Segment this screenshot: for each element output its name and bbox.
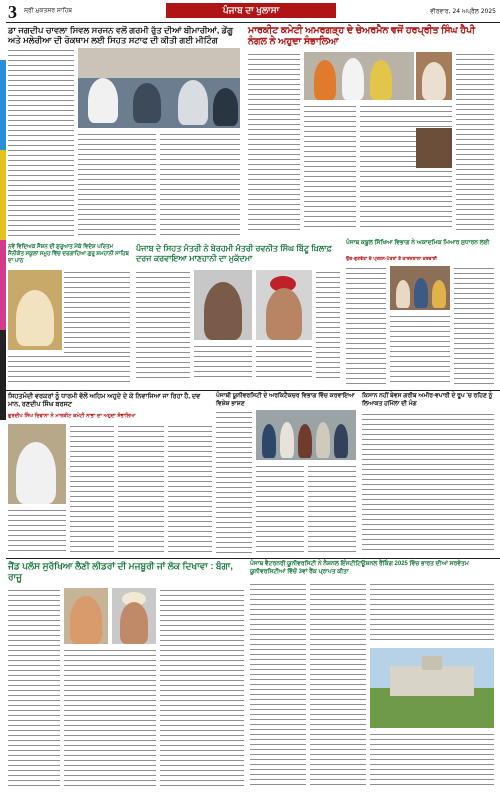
story-2-photo-1 xyxy=(304,52,414,100)
story-5-photo xyxy=(390,266,450,310)
story-10-text-col-2 xyxy=(310,582,366,788)
story-1-headline: ਡਾ ਜਗਦੀਪ ਚਾਵਲਾ ਸਿਵਲ ਸਰਜਨ ਵਲੋਂ ਗਰਮੀ ਰੁੱਤ ਦੀਆਂ ਬੀਮਾਰੀਆਂ, ਡੇਂਗੂ ਅਤੇ ਮਲੇਰੀਆ ਦੀ ਰੋਕਥਾਮ ਲਈ ਸਿਹਤ ਸਟਾਫ ਦੀ ਕੀਤੀ ਗਈ ਮੀਟਿੰਗ xyxy=(8,25,233,45)
story-6-text-col-1 xyxy=(70,424,114,552)
story-6-photo xyxy=(8,424,66,504)
header-date: ਵੀਰਵਾਰ, 24 ਅਪ੍ਰੈਲ 2025 xyxy=(430,8,496,15)
story-2-headline: ਮਾਰਕੀਟ ਕਮੇਟੀ ਅਮਰਗੜ੍ਹ ਦੇ ਚੇਅਰਮੈਨ ਵਜੋਂ ਹਰਪ੍ਰੀਤ ਸਿੰਘ ਹੈਪੀ ਨੰਗਲ ਨੇ ਅਹੁਦਾ ਸੰਭਾਲਿਆ xyxy=(248,25,476,47)
story-1-text-col-2 xyxy=(78,132,156,238)
story-9-text-col-2 xyxy=(160,588,244,788)
story-7-text-col-3 xyxy=(308,464,356,554)
story-1-text-col-3 xyxy=(160,132,240,238)
color-strip-magenta xyxy=(0,240,6,330)
story-10-text-col-4 xyxy=(370,732,494,788)
story-10-photo xyxy=(370,648,494,728)
story-10-text-col-3 xyxy=(370,582,494,644)
story-10-text-col-1 xyxy=(250,582,306,788)
story-9-photo-1 xyxy=(64,588,108,644)
page-header xyxy=(6,2,500,24)
story-3-headline: ਨਵੇਂ ਵਿਦਿਅਕ ਸੈਸ਼ਨ ਦੀ ਸ਼ੁਰੂਆਤ ਮੌਕੇ ਵਿਦੇਸ਼ ਪਰਿਤਮ ਸੈਨੀਕੇਤ ਸਕੂਲਾਂ ਸਮੂਹ ਵਿੱਚ ਦਰਗਾਹਿਆ ਗੁਰੂ ਸ਼ਮਹਾਨੀ ਸਾਹਿਬ ਦਾ ਪਾਠ xyxy=(8,244,129,264)
story-4-photo-1 xyxy=(194,270,252,340)
story-6-text-col-3 xyxy=(168,424,212,552)
story-6-headline: ਸਿਹਤਮੰਦੀ ਵਰਕਰਾਂ ਨੂੰ ਧਾਰਮੀ ਵੱਲੋਂ ਅਹਿਮ ਅਹੁਦੇ ਦੇ ਕੇ ਨਿਵਾਜਿਆ ਜਾ ਰਿਹਾ ਹੈ, ਦਵ ਮਾਨ, ਰਣਦੀਪ ਸਿੰਘ ਬਰਸਟ xyxy=(8,393,201,408)
story-9-text-col-3 xyxy=(64,648,156,788)
story-9-text-col-1 xyxy=(8,588,60,788)
story-6-text-col-4 xyxy=(8,508,66,552)
story-3-text-col-2 xyxy=(8,354,130,386)
section-title-banner xyxy=(166,3,336,18)
story-7-text-col-2 xyxy=(256,464,304,554)
story-5-subhead: ਉਚ-ਗੁਣਵੱਤਾ ਦੇ ਪ੍ਰਸ਼ਨ-ਪੱਤਰਾਂ ਤੇ ਕਾਰਜਸ਼ਾਲਾ ਕਰਵਾਈ xyxy=(346,257,437,262)
divider-2 xyxy=(6,558,500,559)
story-8-text-col-1 xyxy=(362,412,494,554)
story-5-text-col-3 xyxy=(454,266,494,386)
story-5-headline: ਪੰਜਾਬ ਕਬੂਲ ਸਿੱਖਿਆ ਵਿਭਾਗ ਨੇ ਅਕਾਦਮਿਕ ਮਿਆਰ ਸੁਧਾਰਨ ਲਈ xyxy=(346,240,490,246)
story-4-text-col-1 xyxy=(136,270,190,378)
section-title: ਪੰਜਾਬ ਦਾ ਖੁਲਾਸਾ xyxy=(222,5,280,15)
story-5-text-col-2 xyxy=(390,314,450,386)
header-left-label: ਸ੍ਰੀ ਮੁਕਤਸਰ ਸਾਹਿਬ xyxy=(24,7,73,14)
story-8-headline: ਕਿਸਾਨ ਨਹੀਂ ਬੇਵਸ ਗਰੀਬ ਅਮੀਰ-ਵਪਾਰੀ ਦੇ ਰੂਪ 'ਚ ਰਹਿਣ ਨੂੰ ਲਿਆਕਤ ਹਮਿੱਲਾ ਦੀ ਮੰਗ xyxy=(362,393,493,407)
divider-1 xyxy=(6,390,500,391)
story-4-text-col-3 xyxy=(256,344,312,378)
story-2-text-col-4 xyxy=(456,52,494,230)
header-rule xyxy=(6,22,500,23)
story-1-photo xyxy=(78,48,240,128)
story-7-text-col-1 xyxy=(216,410,252,554)
story-5-text-col-1 xyxy=(346,266,386,386)
story-2-photo-3 xyxy=(416,128,452,168)
story-7-headline: ਪੰਜਾਬੀ ਯੂਨੀਵਰਸਿਟੀ ਦੇ ਅਰਕਿਟੈਕਚਰ ਵਿਭਾਗ ਵਿੱਚ ਕਰਵਾਇਆ ਵਿਸ਼ੇਸ਼ ਭਾਸ਼ਣ xyxy=(216,393,355,407)
story-4-text-col-4 xyxy=(316,270,340,378)
story-2-text-col-1 xyxy=(248,52,300,230)
story-4-photo-2 xyxy=(256,270,312,340)
color-strip-cyan xyxy=(0,60,6,150)
story-4-text-col-2 xyxy=(194,344,252,378)
story-10-headline: ਪੰਜਾਬ ਵੈਟਰਨਰੀ ਯੂਨੀਵਰਸਿਟੀ ਨੇ ਨੈਸ਼ਨਲ ਇੰਸਟੀਟਿਊਸ਼ਨਲ ਰੈਂਕਿੰਗ 2025 ਵਿੱਚ ਭਾਰਤ ਦੀਆਂ ਸਰਵੋਤਮ ਯੂਨੀਵਰਸਿਟੀਆਂ ਵਿੱਚੋਂ 3ਵਾਂ ਰੈਂਕ ਪ੍ਰਾਪਤ ਕੀਤਾ xyxy=(250,561,469,575)
story-7-photo xyxy=(256,410,356,460)
story-9-photo-2 xyxy=(112,588,156,644)
color-strip-black xyxy=(0,330,6,420)
page-number: 3 xyxy=(8,2,17,22)
story-1-text-col-1 xyxy=(8,48,74,238)
story-3-photo xyxy=(8,270,62,350)
story-9-headline: ਜੈਂਡ ਪਲੱਸ ਸੁਰੱਖਿਆ ਲੈਣੀ ਲੀਡਰਾਂ ਦੀ ਮਜਬੂਰੀ ਜਾਂ ਲੋਕ ਦਿਖਾਵਾ : ਬੰਗਾ, ਰਾਜੂ xyxy=(8,561,233,582)
story-6-subhead: ਗੁਰਦੀਪ ਸਿੰਘ ਦਿਵਾਨਾ ਨੇ ਮਾਰਕੀਟ ਕਮੇਟੀ ਨਾਭਾ ਦਾ ਅਹੁਦਾ ਸੰਭਾਲਿਆ xyxy=(8,413,136,419)
story-6-text-col-2 xyxy=(118,424,164,552)
story-2-photo-2 xyxy=(416,52,452,100)
color-strip-yellow xyxy=(0,150,6,240)
story-4-headline: ਪੰਜਾਬ ਦੇ ਸਿਹਤ ਮੰਤਰੀ ਨੇ ਬੇਰਹਮੀ ਮੰਤਰੀ ਰਵਨੀਤ ਸਿੰਘ ਬਿੱਟੂ ਖ਼ਿਲਾਫ਼ ਦਰਜ ਕਰਵਾਇਆ ਮਾਣਹਾਨੀ ਦਾ ਮੁਕੱਦਮਾ xyxy=(136,244,332,263)
story-2-text-col-2 xyxy=(304,104,356,230)
